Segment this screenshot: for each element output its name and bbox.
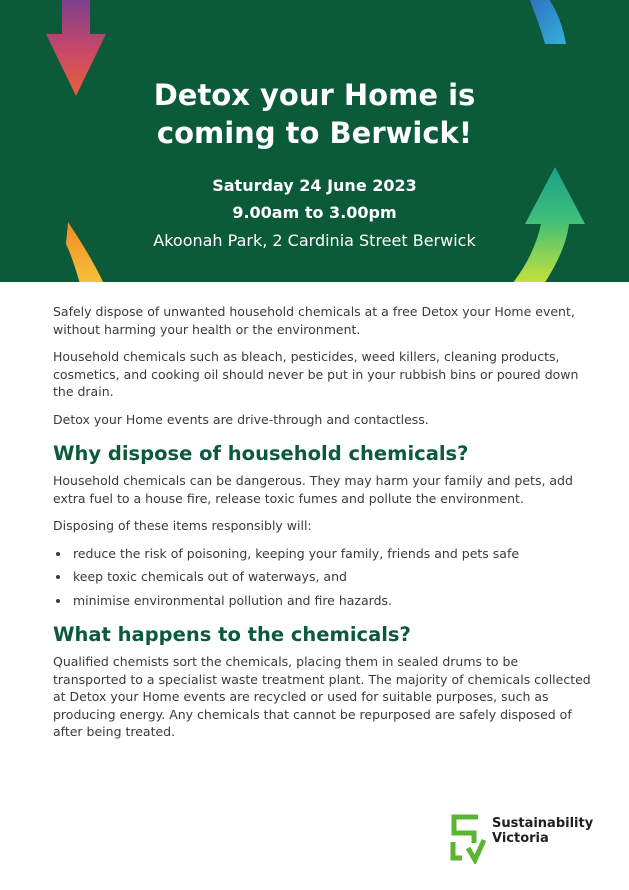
intro-paragraph: Detox your Home events are drive-through and contactless. — [53, 411, 429, 427]
intro-paragraph: Safely dispose of unwanted household chemicals at a free Detox your Home event, without harming your health or the environment. — [53, 304, 575, 337]
list-lead: Disposing of these items responsibly will: — [53, 518, 312, 533]
list-item: keep toxic chemicals out of waterways, and — [53, 568, 593, 586]
logo-line-1: Sustainability — [492, 816, 594, 831]
section-heading-why: Why dispose of household chemicals? — [53, 442, 469, 465]
event-time: 9.00am to 3.00pm — [232, 203, 397, 222]
title-line-1: Detox your Home is — [153, 78, 476, 112]
page-title — [0, 76, 629, 152]
header-banner — [0, 0, 629, 282]
list-item: reduce the risk of poisoning, keeping your family, friends and pets safe — [53, 545, 593, 563]
section-paragraph: Qualified chemists sort the chemicals, placing them in sealed drums to be transported to a specialist waste treatment plant. The majority of chemicals collected at Detox your Home events are recycled or used for suitable purposes, such as producing energy. Any chemicals that cannot be repurposed are safely disposed of after being treated. — [53, 654, 591, 739]
event-date: Saturday 24 June 2023 — [212, 176, 417, 195]
sustainability-victoria-logo-icon — [448, 812, 488, 864]
sustainability-victoria-logo — [448, 812, 608, 866]
title-line-2: coming to Berwick! — [156, 116, 473, 150]
list-item: minimise environmental pollution and fire hazards. — [53, 592, 593, 610]
event-location: Akoonah Park, 2 Cardinia Street Berwick — [153, 231, 476, 250]
benefits-list — [53, 545, 593, 610]
main-content — [53, 303, 593, 751]
intro-paragraph: Household chemicals such as bleach, pesticides, weed killers, cleaning products, cosmetics, and cooking oil should never be put in your rubbish bins or poured down the drain. — [53, 349, 579, 399]
logo-line-2: Victoria — [492, 831, 549, 846]
section-heading-what: What happens to the chemicals? — [53, 623, 411, 646]
section-paragraph: Household chemicals can be dangerous. They may harm your family and pets, add extra fuel to a house fire, release toxic fumes and pollute the environment. — [53, 473, 573, 506]
logo-text — [492, 816, 593, 846]
